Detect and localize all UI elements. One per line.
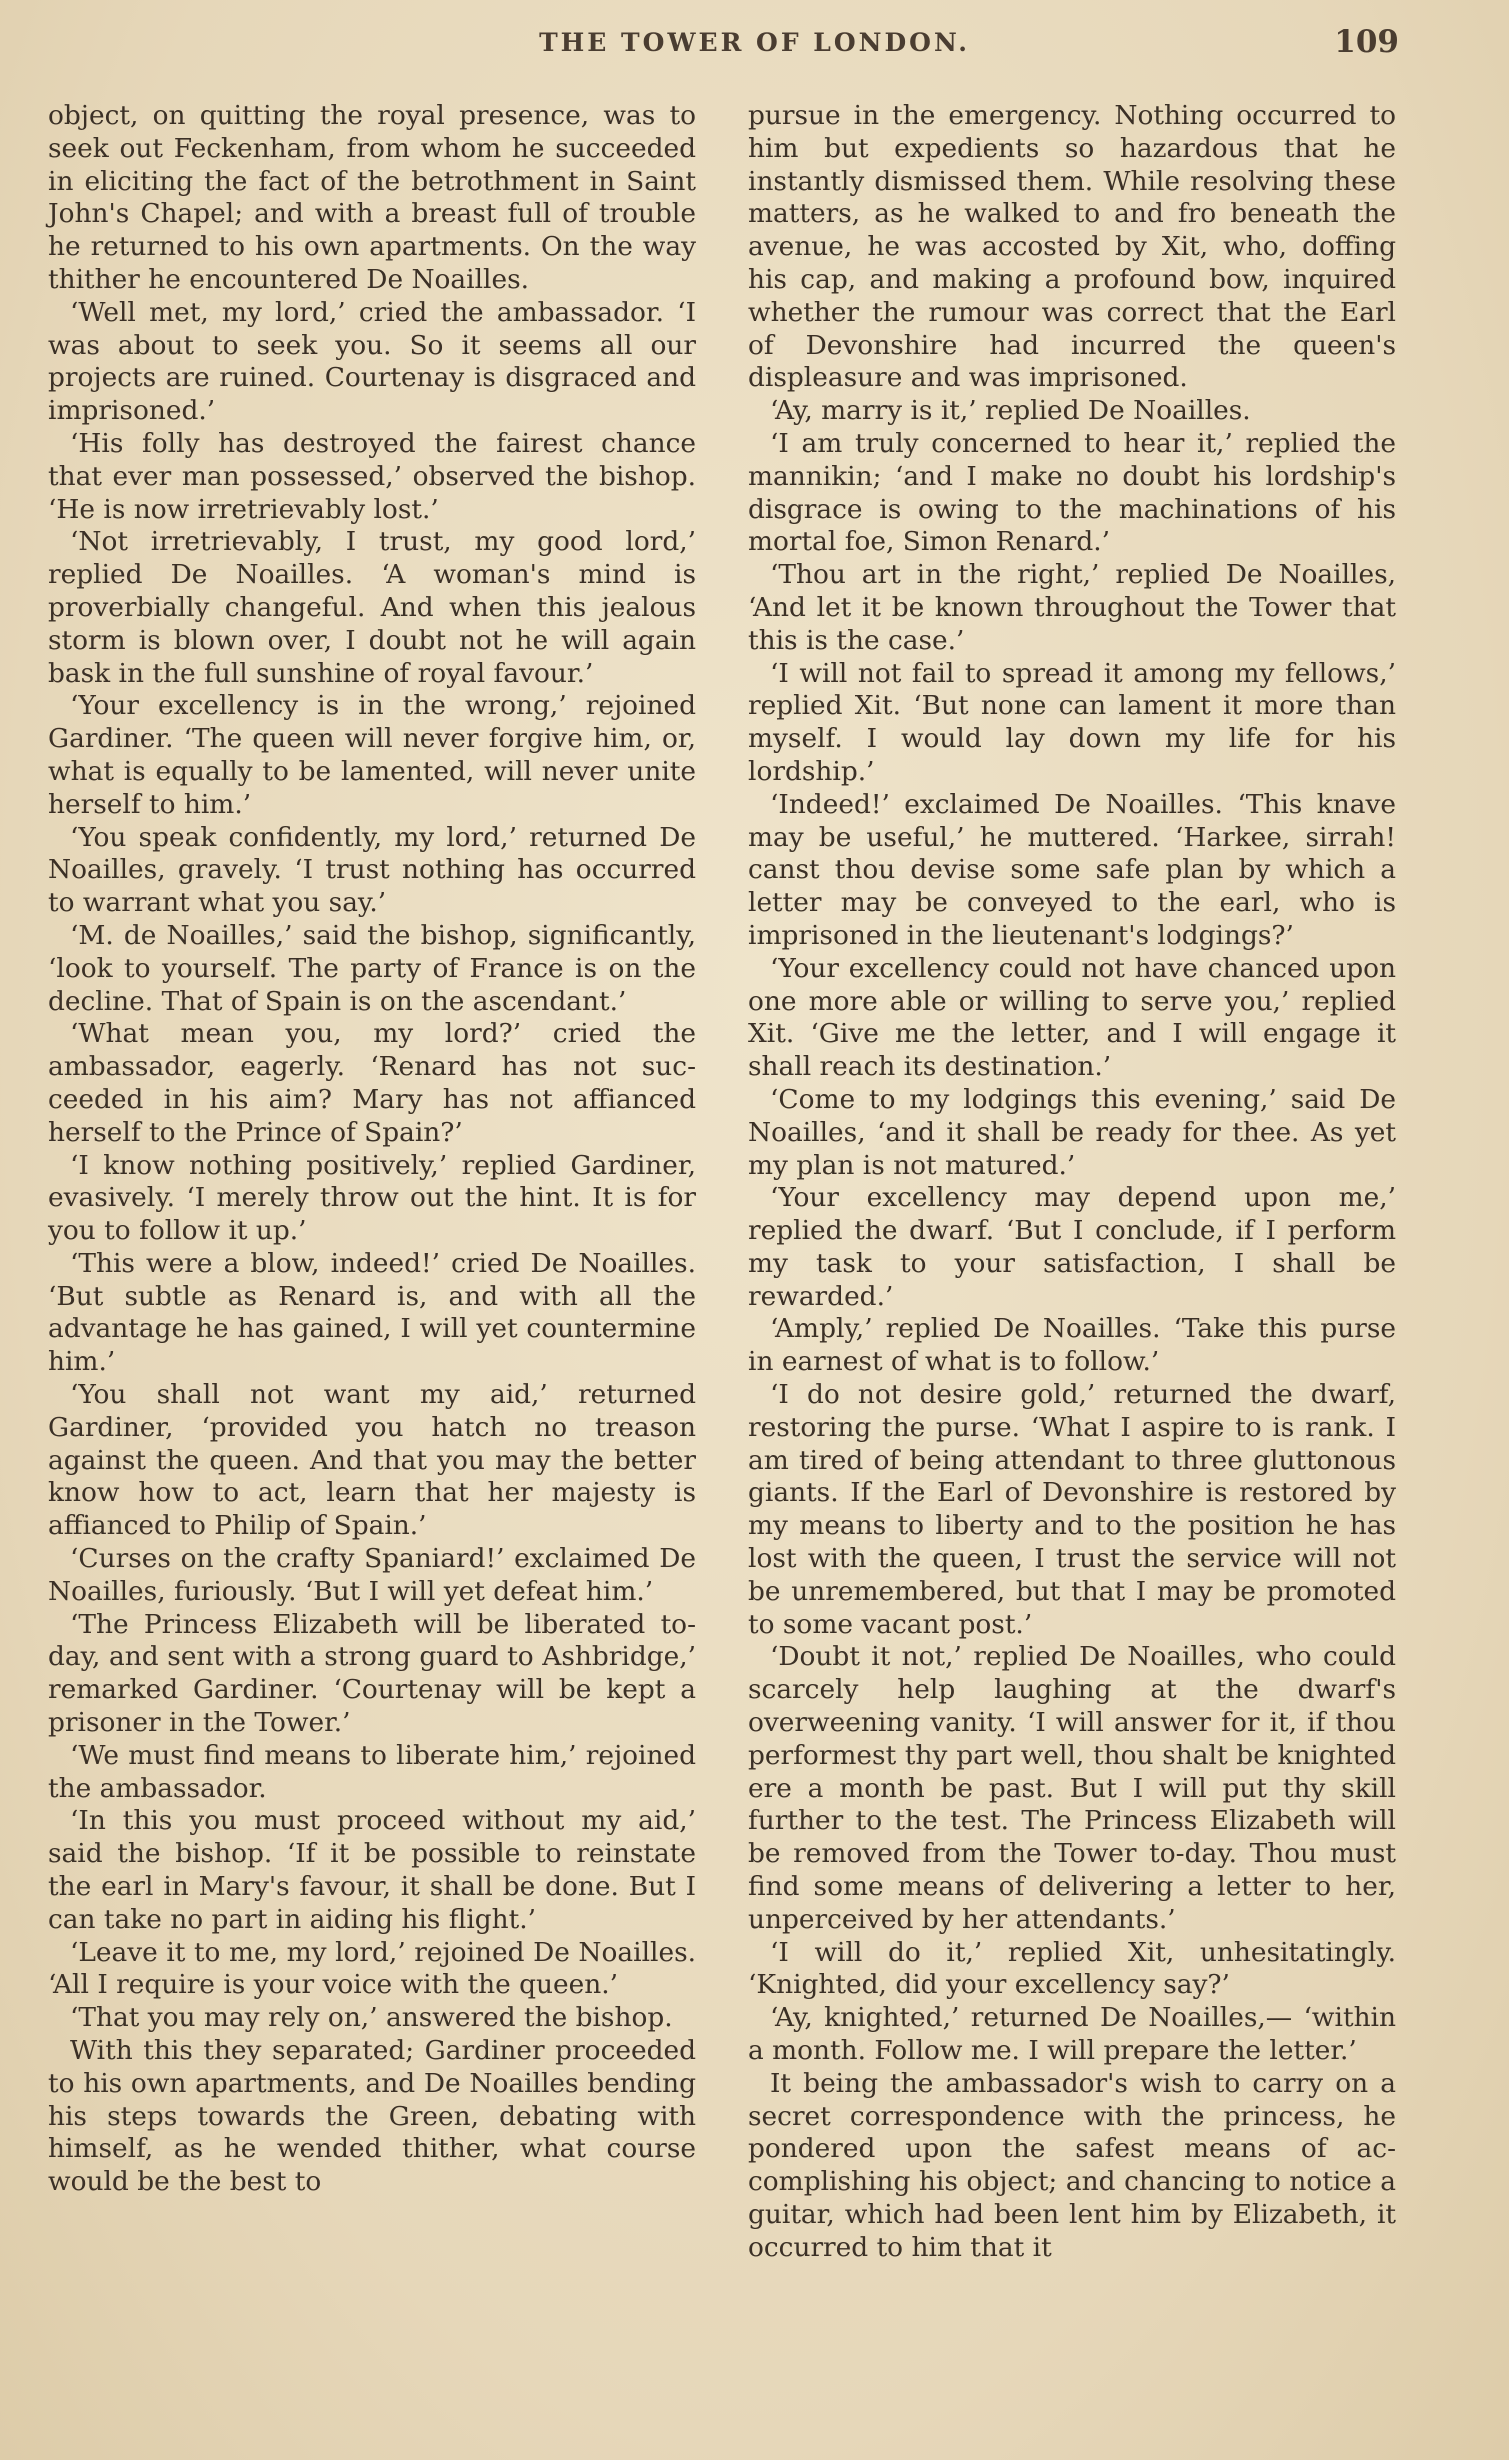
paragraph: ‘Doubt it not,’ replied De Noailles, who could scarcely help laughing at the dwarf's overweening vanity. ‘I will answer for it, if thou performest thy part well, thou shalt be knighted ere a month be past. But I will put thy skill further to the test. The Princess Elizabeth will be removed from the Tower to-day. Thou must find some means of delivering a letter to her, unperceived by her attendants.’ [748, 1641, 1396, 1935]
paragraph: ‘Not irretrievably, I trust, my good lord,’ replied De Noailles. ‘A woman's mind is proverbially changeful. And when this jealous storm is blown over, I doubt not he will again bask in the full sunshine of royal favour.’ [48, 526, 696, 689]
paragraph: ‘In this you must proceed without my aid,’ said the bishop. ‘If it be possible to reinstate the earl in Mary's favour, it shall be done. But I can take no part in aiding his flight.’ [48, 1805, 696, 1935]
page-number: 109 [1334, 24, 1399, 60]
paragraph: ‘Curses on the crafty Spaniard!’ exclaimed De Noailles, furiously. ‘But I will yet defeat him.’ [48, 1543, 696, 1607]
paragraph: ‘I know nothing positively,’ replied Gardiner, evasively. ‘I merely throw out the hint. It is for you to follow it up.’ [48, 1149, 696, 1247]
paragraph: ‘M. de Noailles,’ said the bishop, significantly, ‘look to yourself. The party of France is on the decline. That of Spain is on the ascendant.’ [48, 919, 696, 1017]
paragraph: ‘This were a blow, indeed!’ cried De Noailles. ‘But subtle as Renard is, and with all the advantage he has gained, I will yet countermine him.’ [48, 1247, 696, 1378]
paragraph: ‘I do not desire gold,’ returned the dwarf, restoring the purse. ‘What I aspire to is rank. I am tired of being attendant to three gluttonous giants. If the Earl of Devonshire is restored by my means to liberty and to the position he has lost with the queen, I trust the service will not be unremembered, but that I may be promoted to some vacant post.’ [748, 1379, 1396, 1640]
paragraph: ‘His folly has destroyed the fairest chance that ever man possessed,’ observed the bishop. ‘He is now irretrievably lost.’ [48, 427, 696, 525]
paragraph: pursue in the emergency. Nothing occurred to him but expedients so hazardous that he instantly dismissed them. While resolving these matters, as he walked to and fro beneath the avenue, he was accosted by Xit, who, doffing his cap, and making a profound bow, inquired whether the rumour was correct that the Earl of Devonshire had incurred the queen's displeasure and was imprisoned. [748, 100, 1396, 394]
paragraph: ‘I am truly concerned to hear it,’ replied the mannikin; ‘and I make no doubt his lordship's disgrace is owing to the machinations of his mortal foe, Simon Renard.’ [748, 427, 1396, 558]
paragraph: It being the ambassador's wish to carry on a secret correspondence with the princess, he pondered upon the safest means of accomplishing his object; and chancing to notice a guitar, which had been lent him by Elizabeth, it occurred to him that it [748, 2067, 1396, 2263]
paragraph: ‘That you may rely on,’ answered the bishop. [70, 2002, 673, 2034]
paragraph: ‘Your excellency is in the wrong,’ rejoined Gardiner. ‘The queen will never forgive him, or, what is equally to be lamented, will never unite herself to him.’ [48, 690, 696, 820]
right-column [748, 100, 1396, 2265]
paragraph: ‘We must find means to liberate him,’ rejoined the ambassador. [48, 1739, 696, 1804]
paragraph: ‘Thou art in the right,’ replied De Noailles, ‘And let it be known throughout the Tower that this is the case.’ [748, 559, 1396, 656]
paragraph: ‘Come to my lodgings this evening,’ said De Noailles, ‘and it shall be ready for thee. As yet my plan is not matured.’ [748, 1083, 1396, 1181]
paragraph: ‘You speak confidently, my lord,’ returned De Noailles, gravely. ‘I trust nothing has occurred to warrant what you say.’ [48, 821, 696, 919]
left-column [48, 100, 696, 2199]
paragraph: ‘The Princess Elizabeth will be liberated to-day, and sent with a strong guard to Ashbridge,’ remarked Gardiner. ‘Courtenay will be kept a prisoner in the Tower.’ [48, 1608, 696, 1739]
page-header [0, 24, 1509, 68]
paragraph: ‘Well met, my lord,’ cried the ambassador. ‘I was about to seek you. So it seems all our projects are ruined. Courtenay is disgraced and imprisoned.’ [48, 296, 696, 427]
paragraph: object, on quitting the royal presence, was to seek out Feckenham, from whom he succeeded in eliciting the fact of the betrothment in Saint John's Chapel; and with a breast full of trouble he returned to his own apartments. On the way thither he encountered De Noailles. [48, 100, 696, 295]
paragraph: ‘Indeed!’ exclaimed De Noailles. ‘This knave may be useful,’ he muttered. ‘Harkee, sirrah! canst thou devise some safe plan by which a letter may be conveyed to the earl, who is imprisoned in the lieutenant's lodgings?’ [748, 788, 1396, 951]
paragraph: ‘I will do it,’ replied Xit, unhesitatingly. ‘Knighted, did your excellency say?’ [748, 1936, 1396, 2001]
paragraph: ‘Ay, marry is it,’ replied De Noailles. [770, 395, 1251, 427]
paragraph: ‘Amply,’ replied De Noailles. ‘Take this purse in earnest of what is to follow.’ [748, 1313, 1396, 1378]
paragraph: ‘What mean you, my lord?’ cried the ambassador, eagerly. ‘Renard has not succeeded in his aim? Mary has not affianced herself to the Prince of Spain?’ [48, 1018, 696, 1148]
paragraph: ‘Ay, knighted,’ returned De Noailles,— ‘within a month. Follow me. I will prepare the letter.’ [748, 2002, 1396, 2067]
paragraph: ‘Your excellency may depend upon me,’ replied the dwarf. ‘But I conclude, if I perform my task to your satisfaction, I shall be rewarded.’ [748, 1182, 1396, 1312]
paragraph: With this they separated; Gardiner proceeded to his own apartments, and De Noailles bending his steps towards the Green, debating with himself, as he wended thither, what course would be the best to [48, 2035, 696, 2198]
paragraph: ‘Your excellency could not have chanced upon one more able or willing to serve you,’ replied Xit. ‘Give me the letter, and I will engage it shall reach its destination.’ [748, 952, 1396, 1083]
paragraph: ‘I will not fail to spread it among my fellows,’ replied Xit. ‘But none can lament it more than myself. I would lay down my life for his lordship.’ [748, 657, 1396, 787]
paragraph: ‘You shall not want my aid,’ returned Gardiner, ‘provided you hatch no treason against the queen. And that you may the better know how to act, learn that her majesty is affianced to Philip of Spain.’ [48, 1379, 696, 1542]
running-title: THE TOWER OF LONDON. [539, 28, 970, 57]
paragraph: ‘Leave it to me, my lord,’ rejoined De Noailles. ‘All I require is your voice with the queen.’ [48, 1936, 696, 2001]
